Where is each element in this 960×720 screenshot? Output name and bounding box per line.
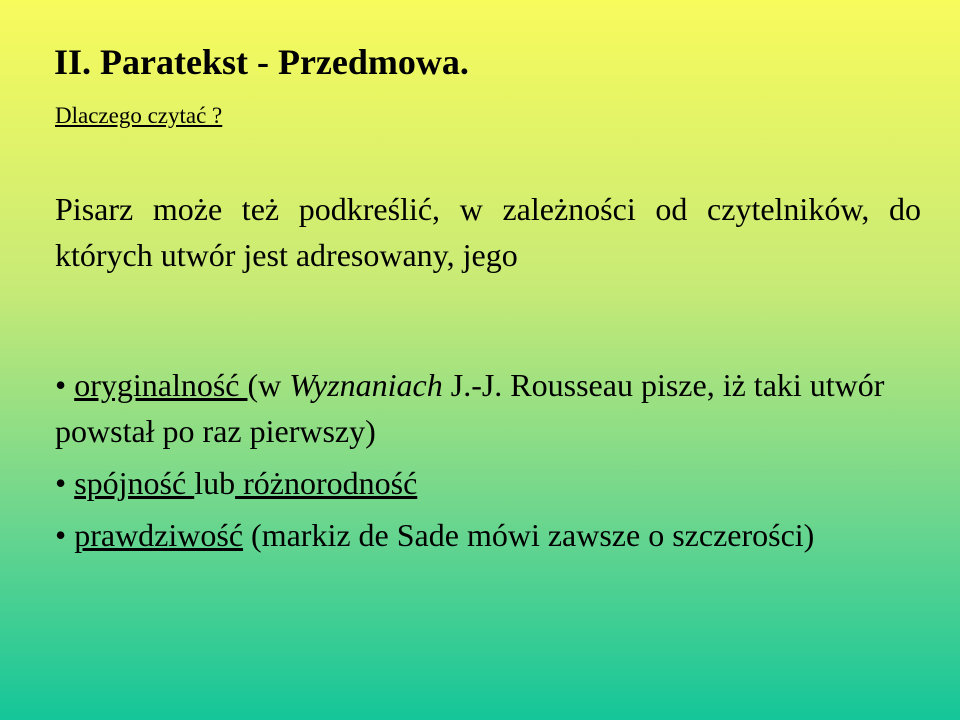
bullet-item-originality — [55, 362, 921, 454]
term-truthfulness: prawdziwość — [74, 517, 244, 553]
term-coherence: spójność — [74, 465, 195, 501]
bullet-text: (markiz de Sade mówi zawsze o szczerości) — [243, 517, 815, 553]
bullet-text: J.-J. Rousseau pisze, iż taki utwór powstał po raz pierwszy) — [55, 367, 885, 449]
bullet-text: (w — [247, 367, 290, 403]
slide-subtitle: Dlaczego czytać ? — [55, 103, 223, 128]
bullet-list — [55, 362, 921, 564]
intro-paragraph: Pisarz może też podkreślić, w zależności od czytelników, do których utwór jest adresowany, jego — [55, 191, 921, 273]
term-originality: oryginalność — [74, 367, 248, 403]
bullet-conjunction: lub — [194, 465, 236, 501]
bullet-marker: • — [55, 517, 67, 553]
slide-title: II. Paratekst - Przedmowa. — [54, 42, 469, 82]
term-diversity: różnorodność — [235, 465, 418, 501]
bullet-item-coherence — [55, 460, 921, 506]
bullet-item-truthfulness — [55, 512, 921, 558]
bullet-marker: • — [55, 367, 67, 403]
bullet-marker: • — [55, 465, 67, 501]
work-title: Wyznaniach — [289, 367, 443, 403]
